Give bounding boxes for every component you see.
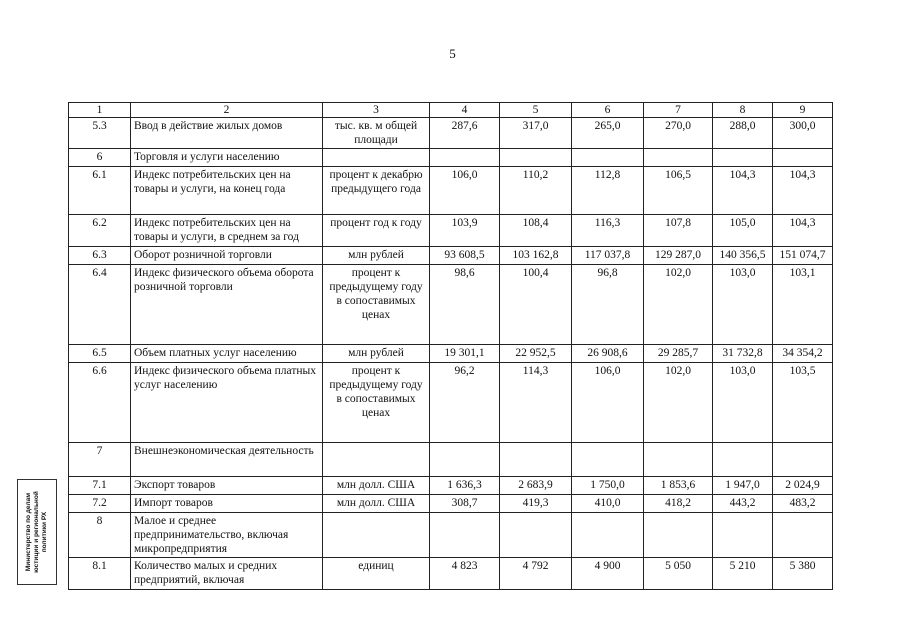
value-cell [500, 149, 572, 167]
table-row [69, 363, 833, 443]
value-cell: 151 074,7 [773, 247, 833, 265]
unit-cell: млн рублей [323, 247, 430, 265]
value-cell: 129 287,0 [644, 247, 713, 265]
value-cell: 117 037,8 [572, 247, 644, 265]
value-cell: 5 050 [644, 558, 713, 590]
row-number-cell: 6.4 [69, 265, 131, 345]
value-cell: 104,3 [773, 167, 833, 215]
value-cell: 317,0 [500, 118, 572, 149]
unit-cell: единиц [323, 558, 430, 590]
row-number-cell: 7 [69, 443, 131, 477]
value-cell [500, 443, 572, 477]
table-row [69, 513, 833, 558]
table-header-row [69, 103, 833, 118]
unit-cell: млн долл. США [323, 477, 430, 495]
unit-cell [323, 149, 430, 167]
value-cell: 107,8 [644, 215, 713, 247]
unit-cell: тыс. кв. м общей площади [323, 118, 430, 149]
value-cell: 1 636,3 [430, 477, 500, 495]
value-cell: 419,3 [500, 495, 572, 513]
stamp-line: политики РХ [41, 511, 48, 553]
value-cell [500, 513, 572, 558]
value-cell: 110,2 [500, 167, 572, 215]
value-cell: 104,3 [773, 215, 833, 247]
value-cell: 5 210 [713, 558, 773, 590]
header-cell: 6 [572, 103, 644, 118]
value-cell [430, 149, 500, 167]
value-cell: 270,0 [644, 118, 713, 149]
table-row [69, 345, 833, 363]
value-cell: 102,0 [644, 363, 713, 443]
value-cell [773, 149, 833, 167]
row-number-cell: 6 [69, 149, 131, 167]
value-cell: 443,2 [713, 495, 773, 513]
value-cell: 105,0 [713, 215, 773, 247]
header-cell: 7 [644, 103, 713, 118]
indicator-name-cell: Индекс физического объема платных услуг населению [131, 363, 323, 443]
value-cell: 5 380 [773, 558, 833, 590]
value-cell: 288,0 [713, 118, 773, 149]
value-cell: 103,9 [430, 215, 500, 247]
value-cell: 31 732,8 [713, 345, 773, 363]
value-cell: 1 750,0 [572, 477, 644, 495]
value-cell [572, 443, 644, 477]
value-cell: 308,7 [430, 495, 500, 513]
value-cell: 103,1 [773, 265, 833, 345]
value-cell: 418,2 [644, 495, 713, 513]
value-cell: 100,4 [500, 265, 572, 345]
unit-cell: процент к предыдущему году в сопоставимых ценах [323, 265, 430, 345]
indicator-name-cell: Малое и среднее предпринимательство, включая микропредприятия [131, 513, 323, 558]
value-cell: 19 301,1 [430, 345, 500, 363]
table-row [69, 495, 833, 513]
registration-stamp [15, 478, 59, 586]
value-cell: 1 947,0 [713, 477, 773, 495]
unit-cell: процент к предыдущему году в сопоставимых ценах [323, 363, 430, 443]
value-cell: 103,0 [713, 363, 773, 443]
value-cell: 98,6 [430, 265, 500, 345]
value-cell [644, 149, 713, 167]
table-row [69, 118, 833, 149]
indicator-name-cell: Внешнеэкономическая деятельность [131, 443, 323, 477]
value-cell: 4 792 [500, 558, 572, 590]
indicator-name-cell: Индекс потребительских цен на товары и услуги, на конец года [131, 167, 323, 215]
value-cell [713, 149, 773, 167]
value-cell: 104,3 [713, 167, 773, 215]
stamp-line: Министерство по делам [25, 492, 32, 572]
header-cell: 1 [69, 103, 131, 118]
value-cell: 108,4 [500, 215, 572, 247]
unit-cell [323, 513, 430, 558]
indicator-name-cell: Объем платных услуг населению [131, 345, 323, 363]
unit-cell: процент год к году [323, 215, 430, 247]
row-number-cell: 5.3 [69, 118, 131, 149]
value-cell [773, 513, 833, 558]
value-cell: 103,0 [713, 265, 773, 345]
row-number-cell: 8 [69, 513, 131, 558]
table-row [69, 247, 833, 265]
table-row [69, 215, 833, 247]
value-cell: 2 024,9 [773, 477, 833, 495]
value-cell: 287,6 [430, 118, 500, 149]
value-cell: 106,0 [430, 167, 500, 215]
header-cell: 3 [323, 103, 430, 118]
indicator-name-cell: Ввод в действие жилых домов [131, 118, 323, 149]
value-cell [644, 443, 713, 477]
row-number-cell: 6.6 [69, 363, 131, 443]
indicator-name-cell: Оборот розничной торговли [131, 247, 323, 265]
value-cell: 410,0 [572, 495, 644, 513]
value-cell: 112,8 [572, 167, 644, 215]
indicator-name-cell: Индекс потребительских цен на товары и услуги, в среднем за год [131, 215, 323, 247]
header-cell: 4 [430, 103, 500, 118]
value-cell [713, 513, 773, 558]
indicators-table [68, 102, 833, 590]
unit-cell: процент к декабрю предыдущего года [323, 167, 430, 215]
row-number-cell: 8.1 [69, 558, 131, 590]
value-cell [430, 443, 500, 477]
header-cell: 9 [773, 103, 833, 118]
value-cell: 300,0 [773, 118, 833, 149]
value-cell: 116,3 [572, 215, 644, 247]
header-cell: 8 [713, 103, 773, 118]
header-cell: 2 [131, 103, 323, 118]
page-number: 5 [449, 46, 456, 61]
value-cell: 2 683,9 [500, 477, 572, 495]
row-number-cell: 6.5 [69, 345, 131, 363]
value-cell: 4 823 [430, 558, 500, 590]
value-cell [713, 443, 773, 477]
value-cell: 140 356,5 [713, 247, 773, 265]
indicator-name-cell: Количество малых и средних предприятий, включая [131, 558, 323, 590]
unit-cell: млн рублей [323, 345, 430, 363]
table-row [69, 477, 833, 495]
value-cell: 93 608,5 [430, 247, 500, 265]
indicator-name-cell: Импорт товаров [131, 495, 323, 513]
value-cell [430, 513, 500, 558]
value-cell: 29 285,7 [644, 345, 713, 363]
row-number-cell: 6.2 [69, 215, 131, 247]
row-number-cell: 7.1 [69, 477, 131, 495]
table-row [69, 265, 833, 345]
value-cell: 96,8 [572, 265, 644, 345]
value-cell: 22 952,5 [500, 345, 572, 363]
value-cell: 103,5 [773, 363, 833, 443]
value-cell: 1 853,6 [644, 477, 713, 495]
value-cell: 4 900 [572, 558, 644, 590]
indicator-name-cell: Экспорт товаров [131, 477, 323, 495]
table-row [69, 443, 833, 477]
value-cell: 265,0 [572, 118, 644, 149]
value-cell: 102,0 [644, 265, 713, 345]
value-cell: 483,2 [773, 495, 833, 513]
indicator-name-cell: Торговля и услуги населению [131, 149, 323, 167]
indicator-name-cell: Индекс физического объема оборота розничной торговли [131, 265, 323, 345]
table-row [69, 558, 833, 590]
row-number-cell: 6.1 [69, 167, 131, 215]
value-cell: 114,3 [500, 363, 572, 443]
unit-cell: млн долл. США [323, 495, 430, 513]
value-cell: 103 162,8 [500, 247, 572, 265]
table-row [69, 149, 833, 167]
value-cell [572, 149, 644, 167]
row-number-cell: 7.2 [69, 495, 131, 513]
value-cell [644, 513, 713, 558]
value-cell: 106,0 [572, 363, 644, 443]
value-cell: 26 908,6 [572, 345, 644, 363]
table-row [69, 167, 833, 215]
value-cell: 106,5 [644, 167, 713, 215]
stamp-line: юстиции и региональной [33, 491, 40, 573]
row-number-cell: 6.3 [69, 247, 131, 265]
header-cell: 5 [500, 103, 572, 118]
value-cell: 34 354,2 [773, 345, 833, 363]
value-cell: 96,2 [430, 363, 500, 443]
value-cell [773, 443, 833, 477]
value-cell [572, 513, 644, 558]
unit-cell [323, 443, 430, 477]
